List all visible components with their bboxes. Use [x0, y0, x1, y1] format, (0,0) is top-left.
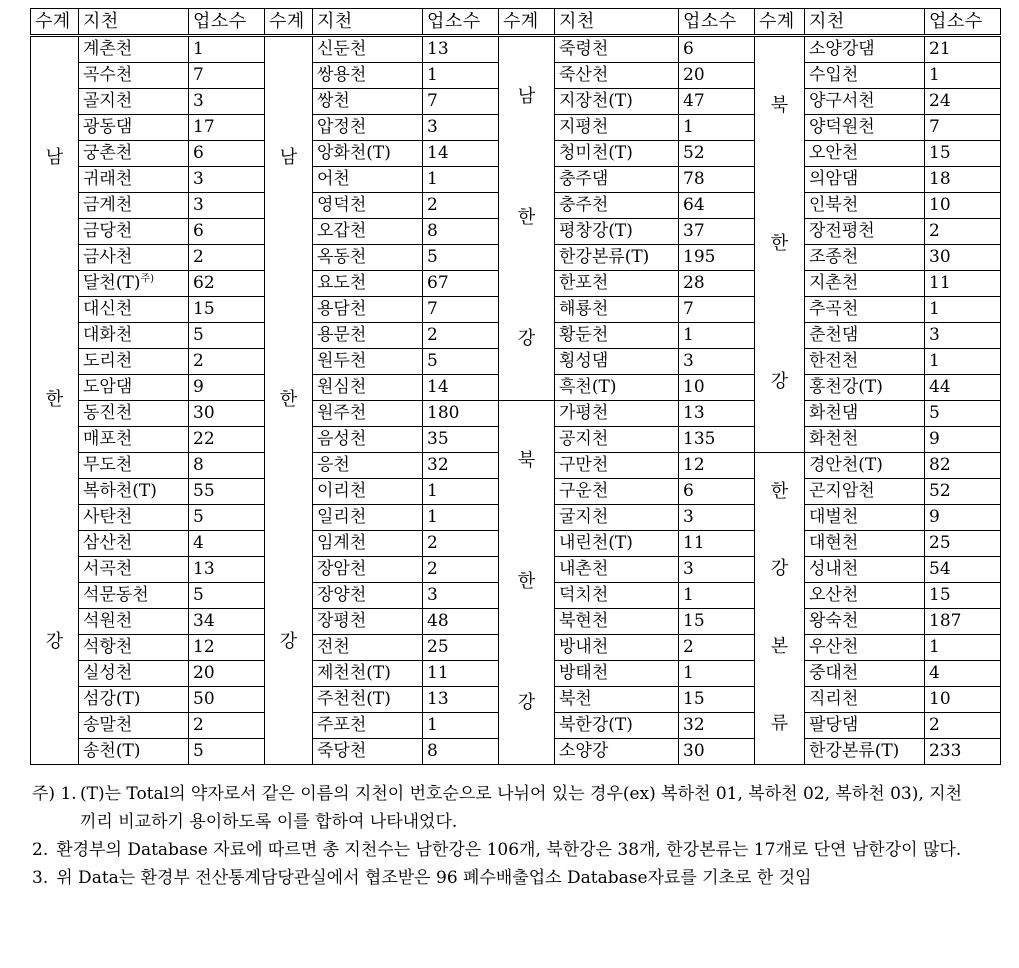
business-count-cell: 3: [679, 505, 755, 531]
stream-header: 지천: [555, 9, 679, 36]
business-count-cell: 2: [423, 193, 499, 219]
business-count-cell: 25: [423, 635, 499, 661]
stream-header: 지천: [79, 9, 189, 36]
stream-name-cell: 석원천: [79, 609, 189, 635]
business-count-cell: 15: [679, 609, 755, 635]
business-count-cell: 3: [925, 323, 1001, 349]
business-count-cell: 15: [679, 687, 755, 713]
footnotes: [32, 780, 962, 892]
stream-name-cell: 한포천: [555, 271, 679, 297]
business-count-cell: 1: [423, 479, 499, 505]
stream-name-cell: 장평천: [313, 609, 423, 635]
stream-name-cell: 추곡천: [805, 297, 925, 323]
stream-name-cell: 이리천: [313, 479, 423, 505]
business-count-cell: 2: [189, 349, 265, 375]
business-count-cell: 1: [189, 36, 265, 63]
count-header: 업소수: [679, 9, 755, 36]
business-count-cell: 10: [925, 687, 1001, 713]
footnote-text: 환경부의 Database 자료에 따르면 총 지천수는 남한강은 106개, 북한강은 38개, 한강본류는 17개로 단연 남한강이 많다.: [56, 840, 962, 860]
stream-name-cell: 석항천: [79, 635, 189, 661]
stream-name-cell: 곤지암천: [805, 479, 925, 505]
business-count-cell: 13: [679, 401, 755, 427]
business-count-cell: 187: [925, 609, 1001, 635]
stream-name-cell: 곡수천: [79, 63, 189, 89]
business-count-cell: 7: [189, 63, 265, 89]
stream-name-cell: 충주천: [555, 193, 679, 219]
business-count-cell: 78: [679, 167, 755, 193]
stream-name-cell: 계촌천: [79, 36, 189, 63]
business-count-cell: 48: [423, 609, 499, 635]
business-count-cell: 6: [189, 219, 265, 245]
business-count-cell: 15: [189, 297, 265, 323]
stream-name-cell: 일리천: [313, 505, 423, 531]
business-count-cell: 13: [189, 557, 265, 583]
stream-name-cell: 한강본류(T): [805, 739, 925, 765]
business-count-cell: 4: [189, 531, 265, 557]
system-char: 남: [279, 147, 298, 168]
business-count-cell: 55: [189, 479, 265, 505]
business-count-cell: 8: [189, 453, 265, 479]
system-char: 강: [770, 371, 789, 392]
stream-name-cell: 광동댐: [79, 115, 189, 141]
stream-name-cell: 삼산천: [79, 531, 189, 557]
stream-name-cell: 팔당댐: [805, 713, 925, 739]
stream-name-cell: 용문천: [313, 323, 423, 349]
system-label: [265, 37, 312, 763]
business-count-cell: 233: [925, 739, 1001, 765]
system-cell: [499, 36, 555, 401]
business-count-cell: 32: [423, 453, 499, 479]
system-header: 수계: [499, 9, 555, 36]
business-count-cell: 18: [925, 167, 1001, 193]
stream-name-cell: 한강본류(T): [555, 245, 679, 271]
business-count-cell: 37: [679, 219, 755, 245]
stream-name-cell: 평창강(T): [555, 219, 679, 245]
footnote-item: [32, 780, 962, 836]
stream-name-cell: 오안천: [805, 141, 925, 167]
footnote-item: [32, 836, 962, 864]
stream-name-cell: 송말천: [79, 713, 189, 739]
system-header: 수계: [755, 9, 805, 36]
business-count-cell: 1: [423, 63, 499, 89]
system-char: 한: [770, 480, 789, 502]
business-count-cell: 6: [679, 36, 755, 63]
system-cell: [265, 36, 313, 765]
business-count-cell: 9: [189, 375, 265, 401]
stream-header: 지천: [313, 9, 423, 36]
system-char: 강: [517, 327, 536, 349]
stream-name-cell: 원두천: [313, 349, 423, 375]
footnote-mark: 주): [140, 273, 155, 285]
business-count-cell: 12: [679, 453, 755, 479]
business-count-cell: 13: [423, 687, 499, 713]
stream-name-cell: 대화천: [79, 323, 189, 349]
system-char: 강: [770, 558, 789, 580]
stream-name-cell: 지평천: [555, 115, 679, 141]
business-count-cell: 1: [679, 115, 755, 141]
stream-name-cell: 복하천(T): [79, 479, 189, 505]
stream-name-cell: 흑천(T): [555, 375, 679, 401]
stream-name-cell: 쌍용천: [313, 63, 423, 89]
stream-name-cell: 압정천: [313, 115, 423, 141]
business-count-cell: 24: [925, 89, 1001, 115]
business-count-cell: 5: [423, 349, 499, 375]
stream-name-cell: 귀래천: [79, 167, 189, 193]
stream-name-cell: 실성천: [79, 661, 189, 687]
business-count-cell: 5: [189, 583, 265, 609]
business-count-cell: 7: [679, 297, 755, 323]
stream-name-cell: 지촌천: [805, 271, 925, 297]
system-cell: [31, 36, 79, 765]
business-count-cell: 6: [679, 479, 755, 505]
stream-name-cell: 장양천: [313, 583, 423, 609]
stream-name-cell: 방태천: [555, 661, 679, 687]
stream-name-cell: 달천$(T)^{주)}$: [79, 271, 189, 297]
business-count-cell: 11: [679, 531, 755, 557]
system-label: [755, 453, 804, 763]
stream-name-cell: 용담천: [313, 297, 423, 323]
business-count-cell: 3: [679, 349, 755, 375]
system-char: 한: [45, 389, 64, 410]
business-count-cell: 3: [189, 193, 265, 219]
system-label: [499, 401, 554, 763]
table-row: [31, 401, 1001, 427]
stream-name-cell: 주천천(T): [313, 687, 423, 713]
business-count-cell: 5: [189, 323, 265, 349]
stream-name-cell: 어천: [313, 167, 423, 193]
system-char: 본: [770, 635, 789, 657]
stream-name-cell: 제천천(T): [313, 661, 423, 687]
business-count-cell: 67: [423, 271, 499, 297]
count-header: 업소수: [423, 9, 499, 36]
business-count-cell: 20: [679, 63, 755, 89]
stream-name-cell: 도리천: [79, 349, 189, 375]
business-count-cell: 13: [423, 36, 499, 63]
business-count-cell: 8: [423, 739, 499, 765]
business-count-cell: 20: [189, 661, 265, 687]
system-label: [499, 37, 554, 399]
stream-name-cell: 내린천(T): [555, 531, 679, 557]
table-header-row: [31, 9, 1001, 36]
system-char: 한: [770, 233, 789, 254]
footnote-text: 위 Data는 환경부 전산통계담당관실에서 협조받은 96 폐수배출업소 Database자료를 기초로 한 것임: [56, 868, 812, 888]
system-char: 북: [517, 450, 536, 472]
business-count-cell: 3: [189, 89, 265, 115]
stream-name-cell: 황둔천: [555, 323, 679, 349]
stream-name-cell: 음성천: [313, 427, 423, 453]
stream-header: 지천: [805, 9, 925, 36]
business-count-cell: 1: [423, 505, 499, 531]
system-label: [31, 37, 78, 763]
stream-name-cell: 춘천댐: [805, 323, 925, 349]
stream-name-cell: 무도천: [79, 453, 189, 479]
stream-name-cell: 청미천(T): [555, 141, 679, 167]
footnote-text: (T)는 Total의 약자로서 같은 이름의 지천이 번호순으로 나뉘어 있는 경우(ex) 복하천 01, 복하천 02, 복하천 03), 지천끼리 비교하기 용이하도록 이를 합하여 나타내었다.: [80, 784, 962, 832]
business-count-cell: 22: [189, 427, 265, 453]
stream-name-cell: 인북천: [805, 193, 925, 219]
stream-name-cell: 원심천: [313, 375, 423, 401]
stream-name-cell: 임계천: [313, 531, 423, 557]
stream-name-cell: 지장천(T): [555, 89, 679, 115]
business-count-cell: 1: [679, 661, 755, 687]
business-count-cell: 34: [189, 609, 265, 635]
system-char: 한: [517, 570, 536, 592]
stream-name-cell: 죽당천: [313, 739, 423, 765]
business-count-cell: 54: [925, 557, 1001, 583]
stream-name-cell: 양구서천: [805, 89, 925, 115]
stream-name-cell: 원주천: [313, 401, 423, 427]
stream-name-cell: 수입천: [805, 63, 925, 89]
business-count-cell: 5: [189, 505, 265, 531]
business-count-cell: 1: [925, 297, 1001, 323]
stream-name-cell: 내촌천: [555, 557, 679, 583]
business-count-cell: 44: [925, 375, 1001, 401]
stream-name-cell: 가평천: [555, 401, 679, 427]
system-cell: [499, 401, 555, 765]
business-count-cell: 14: [423, 375, 499, 401]
stream-name-cell: 양덕원천: [805, 115, 925, 141]
business-count-cell: 2: [423, 557, 499, 583]
business-count-cell: 5: [423, 245, 499, 271]
stream-name-cell: 영덕천: [313, 193, 423, 219]
stream-name-cell: 앙화천(T): [313, 141, 423, 167]
stream-name-cell: 직리천: [805, 687, 925, 713]
stream-name-cell: 공지천: [555, 427, 679, 453]
stream-name-cell: 구운천: [555, 479, 679, 505]
system-char: 강: [517, 691, 536, 713]
business-count-cell: 6: [189, 141, 265, 167]
stream-name-cell: 한전천: [805, 349, 925, 375]
business-count-cell: 8: [423, 219, 499, 245]
business-count-cell: 1: [679, 583, 755, 609]
business-count-cell: 180: [423, 401, 499, 427]
business-count-cell: 1: [925, 635, 1001, 661]
business-count-cell: 64: [679, 193, 755, 219]
stream-name-cell: 왕숙천: [805, 609, 925, 635]
stream-name-cell: 횡성댐: [555, 349, 679, 375]
stream-name-cell: 조종천: [805, 245, 925, 271]
business-count-cell: 3: [679, 557, 755, 583]
business-count-cell: 135: [679, 427, 755, 453]
footnote-number: 3.: [32, 868, 49, 888]
business-count-cell: 17: [189, 115, 265, 141]
system-char: 강: [45, 631, 64, 652]
stream-name-cell: 서곡천: [79, 557, 189, 583]
stream-name-cell: 대벌천: [805, 505, 925, 531]
business-count-cell: 2: [925, 219, 1001, 245]
business-count-cell: 2: [189, 713, 265, 739]
system-cell: [755, 453, 805, 765]
business-count-cell: 15: [925, 141, 1001, 167]
stream-name-cell: 옥동천: [313, 245, 423, 271]
stream-name-cell: 매포천: [79, 427, 189, 453]
business-count-cell: 2: [189, 245, 265, 271]
business-count-cell: 2: [925, 713, 1001, 739]
business-count-cell: 3: [423, 583, 499, 609]
stream-name-cell: 해룡천: [555, 297, 679, 323]
business-count-cell: 30: [189, 401, 265, 427]
stream-name-cell: 궁촌천: [79, 141, 189, 167]
footnote-number: 주) 1.: [32, 784, 77, 804]
stream-name-cell: 신둔천: [313, 36, 423, 63]
business-count-cell: 3: [423, 115, 499, 141]
stream-name-cell: 화천천: [805, 427, 925, 453]
business-count-cell: 195: [679, 245, 755, 271]
system-header: 수계: [265, 9, 313, 36]
stream-name-cell: 동진천: [79, 401, 189, 427]
business-count-cell: 14: [423, 141, 499, 167]
business-count-cell: 35: [423, 427, 499, 453]
stream-name-cell: 응천: [313, 453, 423, 479]
stream-name-cell: 전천: [313, 635, 423, 661]
business-count-cell: 7: [423, 297, 499, 323]
business-count-cell: 11: [423, 661, 499, 687]
business-count-cell: 62: [189, 271, 265, 297]
business-count-cell: 7: [423, 89, 499, 115]
system-header: 수계: [31, 9, 79, 36]
stream-name-cell: 대현천: [805, 531, 925, 557]
count-header: 업소수: [925, 9, 1001, 36]
business-count-cell: 15: [925, 583, 1001, 609]
business-count-cell: 5: [925, 401, 1001, 427]
stream-name-cell: 도암댐: [79, 375, 189, 401]
stream-name-cell: 석문동천: [79, 583, 189, 609]
business-count-cell: 1: [925, 349, 1001, 375]
stream-name-cell: 구만천: [555, 453, 679, 479]
table-row: [31, 36, 1001, 63]
business-count-cell: 82: [925, 453, 1001, 479]
stream-name-cell: 장전평천: [805, 219, 925, 245]
stream-table-container: [30, 8, 1001, 765]
stream-name-cell: 금사천: [79, 245, 189, 271]
stream-name-cell: 죽산천: [555, 63, 679, 89]
stream-name-cell: 죽령천: [555, 36, 679, 63]
stream-name-cell: 소양강: [555, 739, 679, 765]
business-count-cell: 2: [423, 531, 499, 557]
system-cell: [755, 36, 805, 453]
business-count-cell: 10: [679, 375, 755, 401]
business-count-cell: 28: [679, 271, 755, 297]
business-count-cell: 50: [189, 687, 265, 713]
stream-name-cell: 골지천: [79, 89, 189, 115]
stream-name-cell: 우산천: [805, 635, 925, 661]
stream-name-cell: 굴지천: [555, 505, 679, 531]
stream-name-cell: 북한강(T): [555, 713, 679, 739]
business-count-cell: 32: [679, 713, 755, 739]
stream-name-cell: 금계천: [79, 193, 189, 219]
business-count-cell: 25: [925, 531, 1001, 557]
business-count-cell: 10: [925, 193, 1001, 219]
stream-name-cell: 주포천: [313, 713, 423, 739]
system-char: 북: [770, 95, 789, 116]
system-char: 강: [279, 631, 298, 652]
business-count-cell: 52: [925, 479, 1001, 505]
business-count-cell: 1: [925, 63, 1001, 89]
business-count-cell: 1: [679, 323, 755, 349]
business-count-cell: 47: [679, 89, 755, 115]
stream-name-cell: 화천댐: [805, 401, 925, 427]
business-count-cell: 9: [925, 505, 1001, 531]
stream-name-cell: 경안천(T): [805, 453, 925, 479]
stream-name-cell: 북현천: [555, 609, 679, 635]
footnote-item: [32, 864, 962, 892]
stream-name-cell: 홍천강(T): [805, 375, 925, 401]
system-char: 남: [517, 86, 536, 108]
business-count-cell: 52: [679, 141, 755, 167]
business-count-cell: 3: [189, 167, 265, 193]
system-label: [755, 37, 804, 451]
stream-name-cell: 의암댐: [805, 167, 925, 193]
stream-name-cell: 장암천: [313, 557, 423, 583]
business-count-cell: 2: [423, 323, 499, 349]
stream-name-cell: 북천: [555, 687, 679, 713]
business-count-cell: 30: [925, 245, 1001, 271]
business-count-cell: 5: [189, 739, 265, 765]
business-count-cell: 4: [925, 661, 1001, 687]
stream-business-table: [30, 8, 1001, 765]
stream-name-cell: 송천(T): [79, 739, 189, 765]
business-count-cell: 1: [423, 167, 499, 193]
stream-name-cell: 성내천: [805, 557, 925, 583]
stream-name-cell: 방내천: [555, 635, 679, 661]
stream-name-cell: 소양강댐: [805, 36, 925, 63]
business-count-cell: 30: [679, 739, 755, 765]
business-count-cell: 7: [925, 115, 1001, 141]
count-header: 업소수: [189, 9, 265, 36]
business-count-cell: 9: [925, 427, 1001, 453]
business-count-cell: 2: [679, 635, 755, 661]
stream-name-cell: 요도천: [313, 271, 423, 297]
business-count-cell: 1: [423, 713, 499, 739]
system-char: 한: [279, 389, 298, 410]
business-count-cell: 21: [925, 36, 1001, 63]
business-count-cell: 11: [925, 271, 1001, 297]
stream-name-cell: 덕치천: [555, 583, 679, 609]
stream-name-cell: 금당천: [79, 219, 189, 245]
stream-name-cell: 오갑천: [313, 219, 423, 245]
stream-name-cell: 쌍천: [313, 89, 423, 115]
stream-name-cell: 충주댐: [555, 167, 679, 193]
stream-name-cell: 섬강(T): [79, 687, 189, 713]
footnote-number: 2.: [32, 840, 49, 860]
business-count-cell: 12: [189, 635, 265, 661]
stream-name-cell: 대신천: [79, 297, 189, 323]
system-char: 한: [517, 206, 536, 228]
stream-name-cell: 중대천: [805, 661, 925, 687]
stream-name-cell: 사탄천: [79, 505, 189, 531]
stream-name-cell: 오산천: [805, 583, 925, 609]
system-char: 남: [45, 147, 64, 168]
system-char: 류: [770, 713, 789, 735]
